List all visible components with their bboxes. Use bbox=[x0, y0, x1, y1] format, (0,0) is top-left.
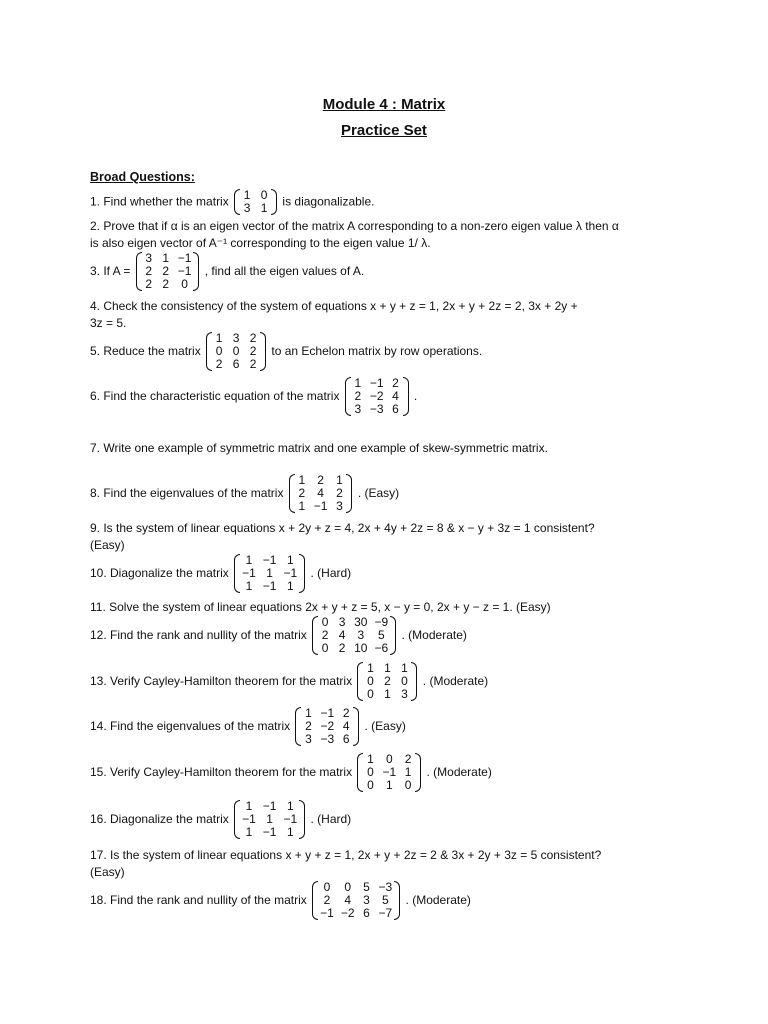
matrix-cell: −2 bbox=[340, 906, 355, 920]
matrix-cell: 3 bbox=[363, 893, 370, 907]
matrix-cell: 1 bbox=[384, 661, 391, 675]
matrix-cell: 2 bbox=[145, 264, 153, 278]
matrix-cell: −9 bbox=[374, 615, 389, 629]
matrix bbox=[295, 707, 359, 746]
question-16-suffix: . (Hard) bbox=[310, 812, 352, 826]
matrix-cell: −1 bbox=[262, 553, 277, 567]
matrix-cell: 1 bbox=[384, 687, 391, 701]
matrix-cell: 2 bbox=[298, 486, 306, 500]
matrix-grid bbox=[363, 662, 411, 701]
matrix-cell: 3 bbox=[305, 732, 312, 746]
matrix-cell: −1 bbox=[177, 264, 192, 278]
question-1 bbox=[90, 189, 690, 215]
question-5-suffix: to an Echelon matrix by row operations. bbox=[271, 344, 483, 358]
matrix-cell: −1 bbox=[262, 825, 277, 839]
matrix-grid bbox=[240, 554, 299, 593]
matrix-cell: −2 bbox=[369, 389, 384, 403]
matrix-right-bracket bbox=[299, 554, 305, 593]
matrix-grid bbox=[301, 707, 353, 746]
question-11: 11. Solve the system of linear equations 2x + y + z = 5, x − y = 0, 2x + y − z = 1. (Easy) bbox=[90, 600, 551, 614]
matrix-cell: 10 bbox=[354, 641, 368, 655]
matrix-cell: 0 bbox=[215, 344, 223, 358]
matrix-cell: 0 bbox=[232, 344, 240, 358]
matrix-cell: 1 bbox=[245, 579, 253, 593]
matrix-cell: 1 bbox=[305, 706, 312, 720]
question-1-suffix: is diagonalizable. bbox=[282, 194, 375, 209]
question-8-prefix: 8. Find the eigenvalues of the matrix bbox=[90, 486, 284, 500]
matrix-cell: 4 bbox=[344, 893, 351, 907]
matrix-right-bracket bbox=[299, 800, 305, 839]
matrix-cell: 2 bbox=[215, 357, 223, 371]
matrix-cell: 1 bbox=[354, 376, 362, 390]
question-16 bbox=[90, 800, 690, 839]
matrix-cell: 6 bbox=[342, 732, 350, 746]
matrix-cell: 6 bbox=[363, 906, 370, 920]
matrix-grid bbox=[240, 189, 271, 215]
matrix-cell: 2 bbox=[305, 719, 312, 733]
matrix-cell: 4 bbox=[317, 486, 324, 500]
question-5 bbox=[90, 332, 690, 371]
matrix-cell: 2 bbox=[354, 389, 362, 403]
matrix-cell: −1 bbox=[369, 376, 384, 390]
matrix bbox=[357, 662, 417, 701]
matrix-cell: 0 bbox=[260, 188, 268, 202]
matrix-grid bbox=[295, 474, 347, 513]
question-6 bbox=[90, 377, 690, 416]
question-15 bbox=[90, 753, 690, 792]
matrix-cell: −1 bbox=[262, 799, 277, 813]
question-2-line-2: is also eigen vector of A⁻¹ corresponding to the eigen value 1/ λ. bbox=[90, 236, 431, 250]
matrix-cell: 1 bbox=[367, 752, 374, 766]
matrix-cell: 0 bbox=[404, 778, 412, 792]
question-5-prefix: 5. Reduce the matrix bbox=[90, 344, 201, 358]
matrix bbox=[345, 377, 409, 416]
matrix-right-bracket bbox=[260, 332, 266, 371]
question-3-suffix: , find all the eigen values of A. bbox=[204, 264, 365, 278]
matrix-cell: 0 bbox=[401, 674, 408, 688]
matrix-cell: 30 bbox=[354, 615, 368, 629]
matrix-cell: 4 bbox=[338, 628, 346, 642]
matrix-right-bracket bbox=[390, 616, 396, 655]
matrix-right-bracket bbox=[415, 753, 421, 792]
matrix-right-bracket bbox=[346, 474, 352, 513]
matrix-cell: 3 bbox=[401, 687, 408, 701]
matrix-cell: 1 bbox=[298, 473, 306, 487]
matrix bbox=[136, 252, 200, 291]
matrix-cell: 2 bbox=[342, 706, 350, 720]
question-14 bbox=[90, 707, 690, 746]
matrix-cell: 2 bbox=[317, 473, 324, 487]
matrix-cell: 1 bbox=[260, 201, 268, 215]
matrix-cell: 0 bbox=[367, 687, 374, 701]
question-14-prefix: 14. Find the eigenvalues of the matrix bbox=[90, 719, 291, 733]
matrix-grid bbox=[240, 800, 299, 839]
question-17-line-2: (Easy) bbox=[90, 865, 125, 879]
matrix-right-bracket bbox=[271, 189, 277, 215]
matrix-cell: 1 bbox=[401, 661, 408, 675]
question-15-prefix: 15. Verify Cayley-Hamilton theorem for the matrix bbox=[90, 765, 353, 779]
matrix-cell: 2 bbox=[145, 277, 153, 291]
section-heading: Broad Questions: bbox=[90, 170, 195, 184]
matrix-cell: −1 bbox=[320, 906, 334, 920]
question-12-prefix: 12. Find the rank and nullity of the matrix bbox=[90, 628, 307, 642]
page-subtitle: Practice Set bbox=[341, 122, 427, 139]
question-2-line-1: 2. Prove that if α is an eigen vector of the matrix A corresponding to a non-zero eigen value λ then α bbox=[90, 219, 619, 233]
question-13-prefix: 13. Verify Cayley-Hamilton theorem for the matrix bbox=[90, 674, 353, 688]
matrix-cell: −1 bbox=[242, 812, 256, 826]
question-18-suffix: . (Moderate) bbox=[405, 893, 471, 907]
matrix-cell: 1 bbox=[298, 499, 306, 513]
question-18-prefix: 18. Find the rank and nullity of the matrix bbox=[90, 893, 307, 907]
matrix-right-bracket bbox=[353, 707, 359, 746]
matrix-right-bracket bbox=[411, 662, 417, 701]
matrix bbox=[234, 189, 277, 215]
question-6-prefix: 6. Find the characteristic equation of the matrix bbox=[90, 389, 340, 403]
matrix-cell: 1 bbox=[245, 553, 253, 567]
matrix-cell: 3 bbox=[357, 628, 365, 642]
question-13 bbox=[90, 662, 690, 701]
matrix-cell: 3 bbox=[354, 402, 362, 416]
matrix-cell: 2 bbox=[162, 264, 170, 278]
matrix bbox=[312, 616, 396, 655]
page-title: Module 4 : Matrix bbox=[322, 96, 446, 113]
matrix-cell: 0 bbox=[385, 752, 393, 766]
matrix-cell: 1 bbox=[286, 825, 294, 839]
matrix-cell: 1 bbox=[367, 661, 374, 675]
matrix-cell: −1 bbox=[242, 566, 256, 580]
matrix-cell: 1 bbox=[245, 799, 253, 813]
question-6-suffix: . bbox=[413, 389, 418, 403]
question-7: 7. Write one example of symmetric matrix and one example of skew-symmetric matrix. bbox=[90, 441, 548, 455]
matrix-cell: −1 bbox=[320, 706, 335, 720]
matrix bbox=[357, 753, 421, 792]
matrix-cell: 2 bbox=[249, 357, 257, 371]
matrix-cell: −3 bbox=[369, 402, 384, 416]
question-3-prefix: 3. If A = bbox=[90, 264, 131, 278]
question-4-line-2: 3z = 5. bbox=[90, 316, 127, 330]
matrix-cell: 2 bbox=[323, 893, 331, 907]
matrix-cell: 1 bbox=[245, 825, 253, 839]
matrix-cell: −1 bbox=[313, 499, 328, 513]
matrix-cell: 1 bbox=[404, 765, 412, 779]
matrix-cell: −3 bbox=[320, 732, 335, 746]
matrix-cell: 2 bbox=[392, 376, 399, 390]
question-3 bbox=[90, 252, 690, 291]
matrix-cell: 2 bbox=[338, 641, 346, 655]
matrix-cell: 2 bbox=[249, 344, 257, 358]
matrix-cell: 2 bbox=[249, 331, 257, 345]
matrix-cell: 1 bbox=[286, 579, 294, 593]
matrix-cell: 2 bbox=[404, 752, 412, 766]
matrix bbox=[312, 881, 400, 920]
matrix-grid bbox=[351, 377, 403, 416]
matrix-cell: 6 bbox=[392, 402, 399, 416]
matrix-cell: −1 bbox=[177, 251, 192, 265]
matrix-grid bbox=[318, 616, 390, 655]
matrix-cell: 3 bbox=[145, 251, 153, 265]
matrix-cell: 2 bbox=[321, 628, 329, 642]
question-14-suffix: . (Easy) bbox=[364, 719, 406, 733]
question-10 bbox=[90, 554, 690, 593]
matrix bbox=[206, 332, 266, 371]
matrix bbox=[234, 554, 305, 593]
question-10-suffix: . (Hard) bbox=[310, 566, 352, 580]
matrix-cell: 1 bbox=[385, 778, 393, 792]
question-8 bbox=[90, 474, 690, 513]
matrix-cell: 2 bbox=[162, 277, 170, 291]
matrix-cell: 1 bbox=[286, 553, 294, 567]
matrix-cell: 4 bbox=[342, 719, 350, 733]
matrix-cell: 1 bbox=[336, 473, 343, 487]
question-9-line-1: 9. Is the system of linear equations x + 2y + z = 4, 2x + 4y + 2z = 8 & x − y + 3z = 1 consistent? bbox=[90, 521, 595, 535]
matrix-cell: 0 bbox=[367, 778, 374, 792]
matrix-cell: −2 bbox=[320, 719, 335, 733]
matrix-cell: 5 bbox=[382, 893, 389, 907]
matrix-cell: 0 bbox=[367, 765, 374, 779]
matrix-cell: −3 bbox=[378, 880, 393, 894]
question-10-prefix: 10. Diagonalize the matrix bbox=[90, 566, 229, 580]
matrix-grid bbox=[318, 881, 394, 920]
question-4-line-1: 4. Check the consistency of the system of equations x + y + z = 1, 2x + y + 2z = 2, 3x + 2y + bbox=[90, 299, 578, 313]
matrix-cell: 0 bbox=[181, 277, 188, 291]
matrix-cell: −6 bbox=[374, 641, 389, 655]
matrix-cell: 3 bbox=[336, 499, 343, 513]
matrix-grid bbox=[363, 753, 415, 792]
matrix bbox=[234, 800, 305, 839]
matrix-cell: −7 bbox=[378, 906, 393, 920]
matrix-cell: 2 bbox=[384, 674, 391, 688]
matrix-cell: 3 bbox=[232, 331, 240, 345]
matrix-cell: −1 bbox=[262, 579, 277, 593]
matrix-grid bbox=[142, 252, 194, 291]
matrix-right-bracket bbox=[394, 881, 400, 920]
question-1-prefix: 1. Find whether the matrix bbox=[90, 194, 229, 209]
matrix-cell: 1 bbox=[215, 331, 223, 345]
question-17-line-1: 17. Is the system of linear equations x + y + z = 1, 2x + y + 2z = 2 & 3x + 2y + 3z = 5 consistent? bbox=[90, 848, 602, 862]
matrix-cell: 5 bbox=[377, 628, 385, 642]
question-15-suffix: . (Moderate) bbox=[426, 765, 492, 779]
matrix-cell: −1 bbox=[283, 812, 298, 826]
matrix-grid bbox=[212, 332, 260, 371]
matrix-right-bracket bbox=[193, 252, 199, 291]
question-18 bbox=[90, 881, 690, 920]
question-16-prefix: 16. Diagonalize the matrix bbox=[90, 812, 229, 826]
matrix-cell: 6 bbox=[232, 357, 240, 371]
matrix-cell: 3 bbox=[243, 201, 251, 215]
matrix-cell: 0 bbox=[367, 674, 374, 688]
matrix-cell: 0 bbox=[321, 615, 329, 629]
matrix-cell: 2 bbox=[336, 486, 343, 500]
matrix-cell: −1 bbox=[283, 566, 298, 580]
matrix-cell: 1 bbox=[266, 566, 273, 580]
matrix-cell: 1 bbox=[162, 251, 170, 265]
question-9-line-2: (Easy) bbox=[90, 538, 125, 552]
matrix-cell: −1 bbox=[382, 765, 397, 779]
question-12-suffix: . (Moderate) bbox=[401, 628, 467, 642]
matrix-cell: 1 bbox=[286, 799, 294, 813]
matrix-cell: 0 bbox=[321, 641, 329, 655]
matrix-cell: 0 bbox=[323, 880, 331, 894]
matrix-cell: 1 bbox=[243, 188, 251, 202]
question-13-suffix: . (Moderate) bbox=[422, 674, 489, 688]
matrix-right-bracket bbox=[403, 377, 409, 416]
matrix-cell: 3 bbox=[338, 615, 346, 629]
matrix bbox=[289, 474, 353, 513]
matrix-cell: 5 bbox=[363, 880, 370, 894]
matrix-cell: 0 bbox=[344, 880, 351, 894]
question-12 bbox=[90, 616, 690, 655]
matrix-cell: 4 bbox=[392, 389, 399, 403]
matrix-cell: 1 bbox=[266, 812, 273, 826]
question-8-suffix: . (Easy) bbox=[357, 486, 400, 500]
